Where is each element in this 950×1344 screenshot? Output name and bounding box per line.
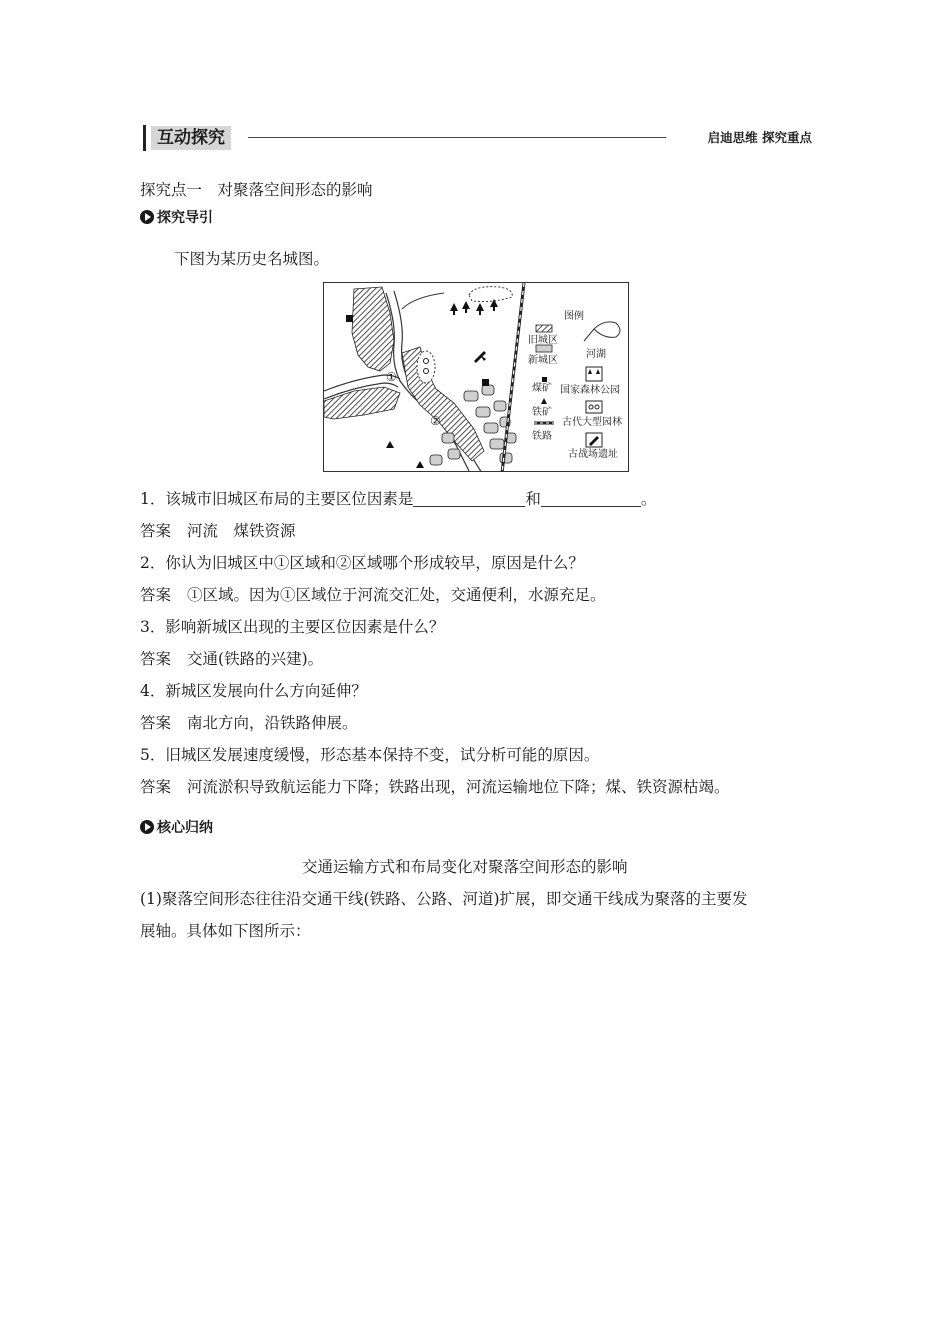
question-1-mid: 和: [525, 490, 541, 508]
question-3: 3．影响新城区出现的主要区位因素是什么？: [140, 618, 445, 636]
answer-2-text: ①区域。因为①区域位于河流交汇处，交通便利，水源充足。: [187, 586, 606, 604]
answer-label: 答案: [140, 714, 172, 732]
answer-label: 答案: [140, 778, 172, 796]
answer-label: 答案: [140, 586, 172, 604]
question-1-end: 。: [640, 490, 657, 508]
intro-text: 下图为某历史名城图。: [174, 250, 330, 268]
legend-forest-park: 国家森林公园: [560, 385, 620, 396]
core-paragraph-line-1: (1)聚落空间形态往往沿交通干线(铁路、公路、河道)扩展，即交通干线成为聚落的主要发: [140, 890, 748, 908]
question-4: 4．新城区发展向什么方向延伸？: [140, 682, 367, 700]
legend-new-town: 新城区: [528, 355, 558, 366]
answer-1: [140, 521, 296, 541]
core-heading: [140, 818, 213, 838]
section-rule: [248, 137, 666, 138]
legend-garden: 古代大型园林: [562, 417, 622, 428]
legend-railway: 铁路: [532, 431, 552, 442]
section-header: [140, 124, 816, 154]
legend-iron: 铁矿: [532, 407, 552, 418]
answer-blank-1: [413, 490, 525, 507]
question-5: 5．旧城区发展速度缓慢，形态基本保持不变，试分析可能的原因。: [140, 746, 600, 764]
city-map: [323, 282, 629, 472]
guide-label: 探究导引: [157, 210, 213, 226]
play-circle-icon: [140, 820, 154, 834]
legend-river-lake: 河湖: [586, 349, 606, 360]
answer-5-text: 河流淤积导致航运能力下降；铁路出现，河流运输地位下降；煤、铁资源枯竭。: [187, 778, 730, 796]
section-title: 互动探究: [151, 126, 231, 150]
answer-2: [140, 585, 606, 605]
answer-1-text: 河流 煤铁资源: [187, 522, 296, 540]
play-circle-icon: [140, 210, 154, 224]
section-marker: [143, 125, 146, 151]
core-paragraph-line-2: 展轴。具体如下图所示：: [140, 922, 311, 940]
question-1-text: 1．该城市旧城区布局的主要区位因素是: [140, 490, 414, 508]
core-title: 交通运输方式和布局变化对聚落空间形态的影响: [302, 858, 628, 876]
answer-3-text: 交通(铁路的兴建)。: [187, 650, 324, 668]
answer-4: [140, 713, 358, 733]
legend-title: 图例: [564, 311, 584, 322]
point-heading: 探究点一 对聚落空间形态的影响: [140, 181, 373, 199]
answer-label: 答案: [140, 650, 172, 668]
question-2: 2．你认为旧城区中①区域和②区域哪个形成较早，原因是什么？: [140, 554, 584, 572]
guide-heading: [140, 208, 213, 228]
region-label-2: ②: [430, 414, 441, 428]
legend-coal: 煤矿: [532, 383, 552, 394]
section-tagline: 启迪思维 探究重点: [707, 130, 812, 145]
answer-4-text: 南北方向，沿铁路伸展。: [187, 714, 358, 732]
answer-3: [140, 649, 323, 669]
answer-label: 答案: [140, 522, 172, 540]
region-label-1: ①: [386, 370, 397, 384]
core-label: 核心归纳: [157, 820, 213, 836]
question-1: [140, 489, 656, 509]
answer-blank-2: [541, 490, 641, 507]
answer-5: [140, 777, 730, 797]
legend-old-town: 旧城区: [528, 335, 558, 346]
legend-battlefield: 古战场遗址: [568, 449, 618, 460]
